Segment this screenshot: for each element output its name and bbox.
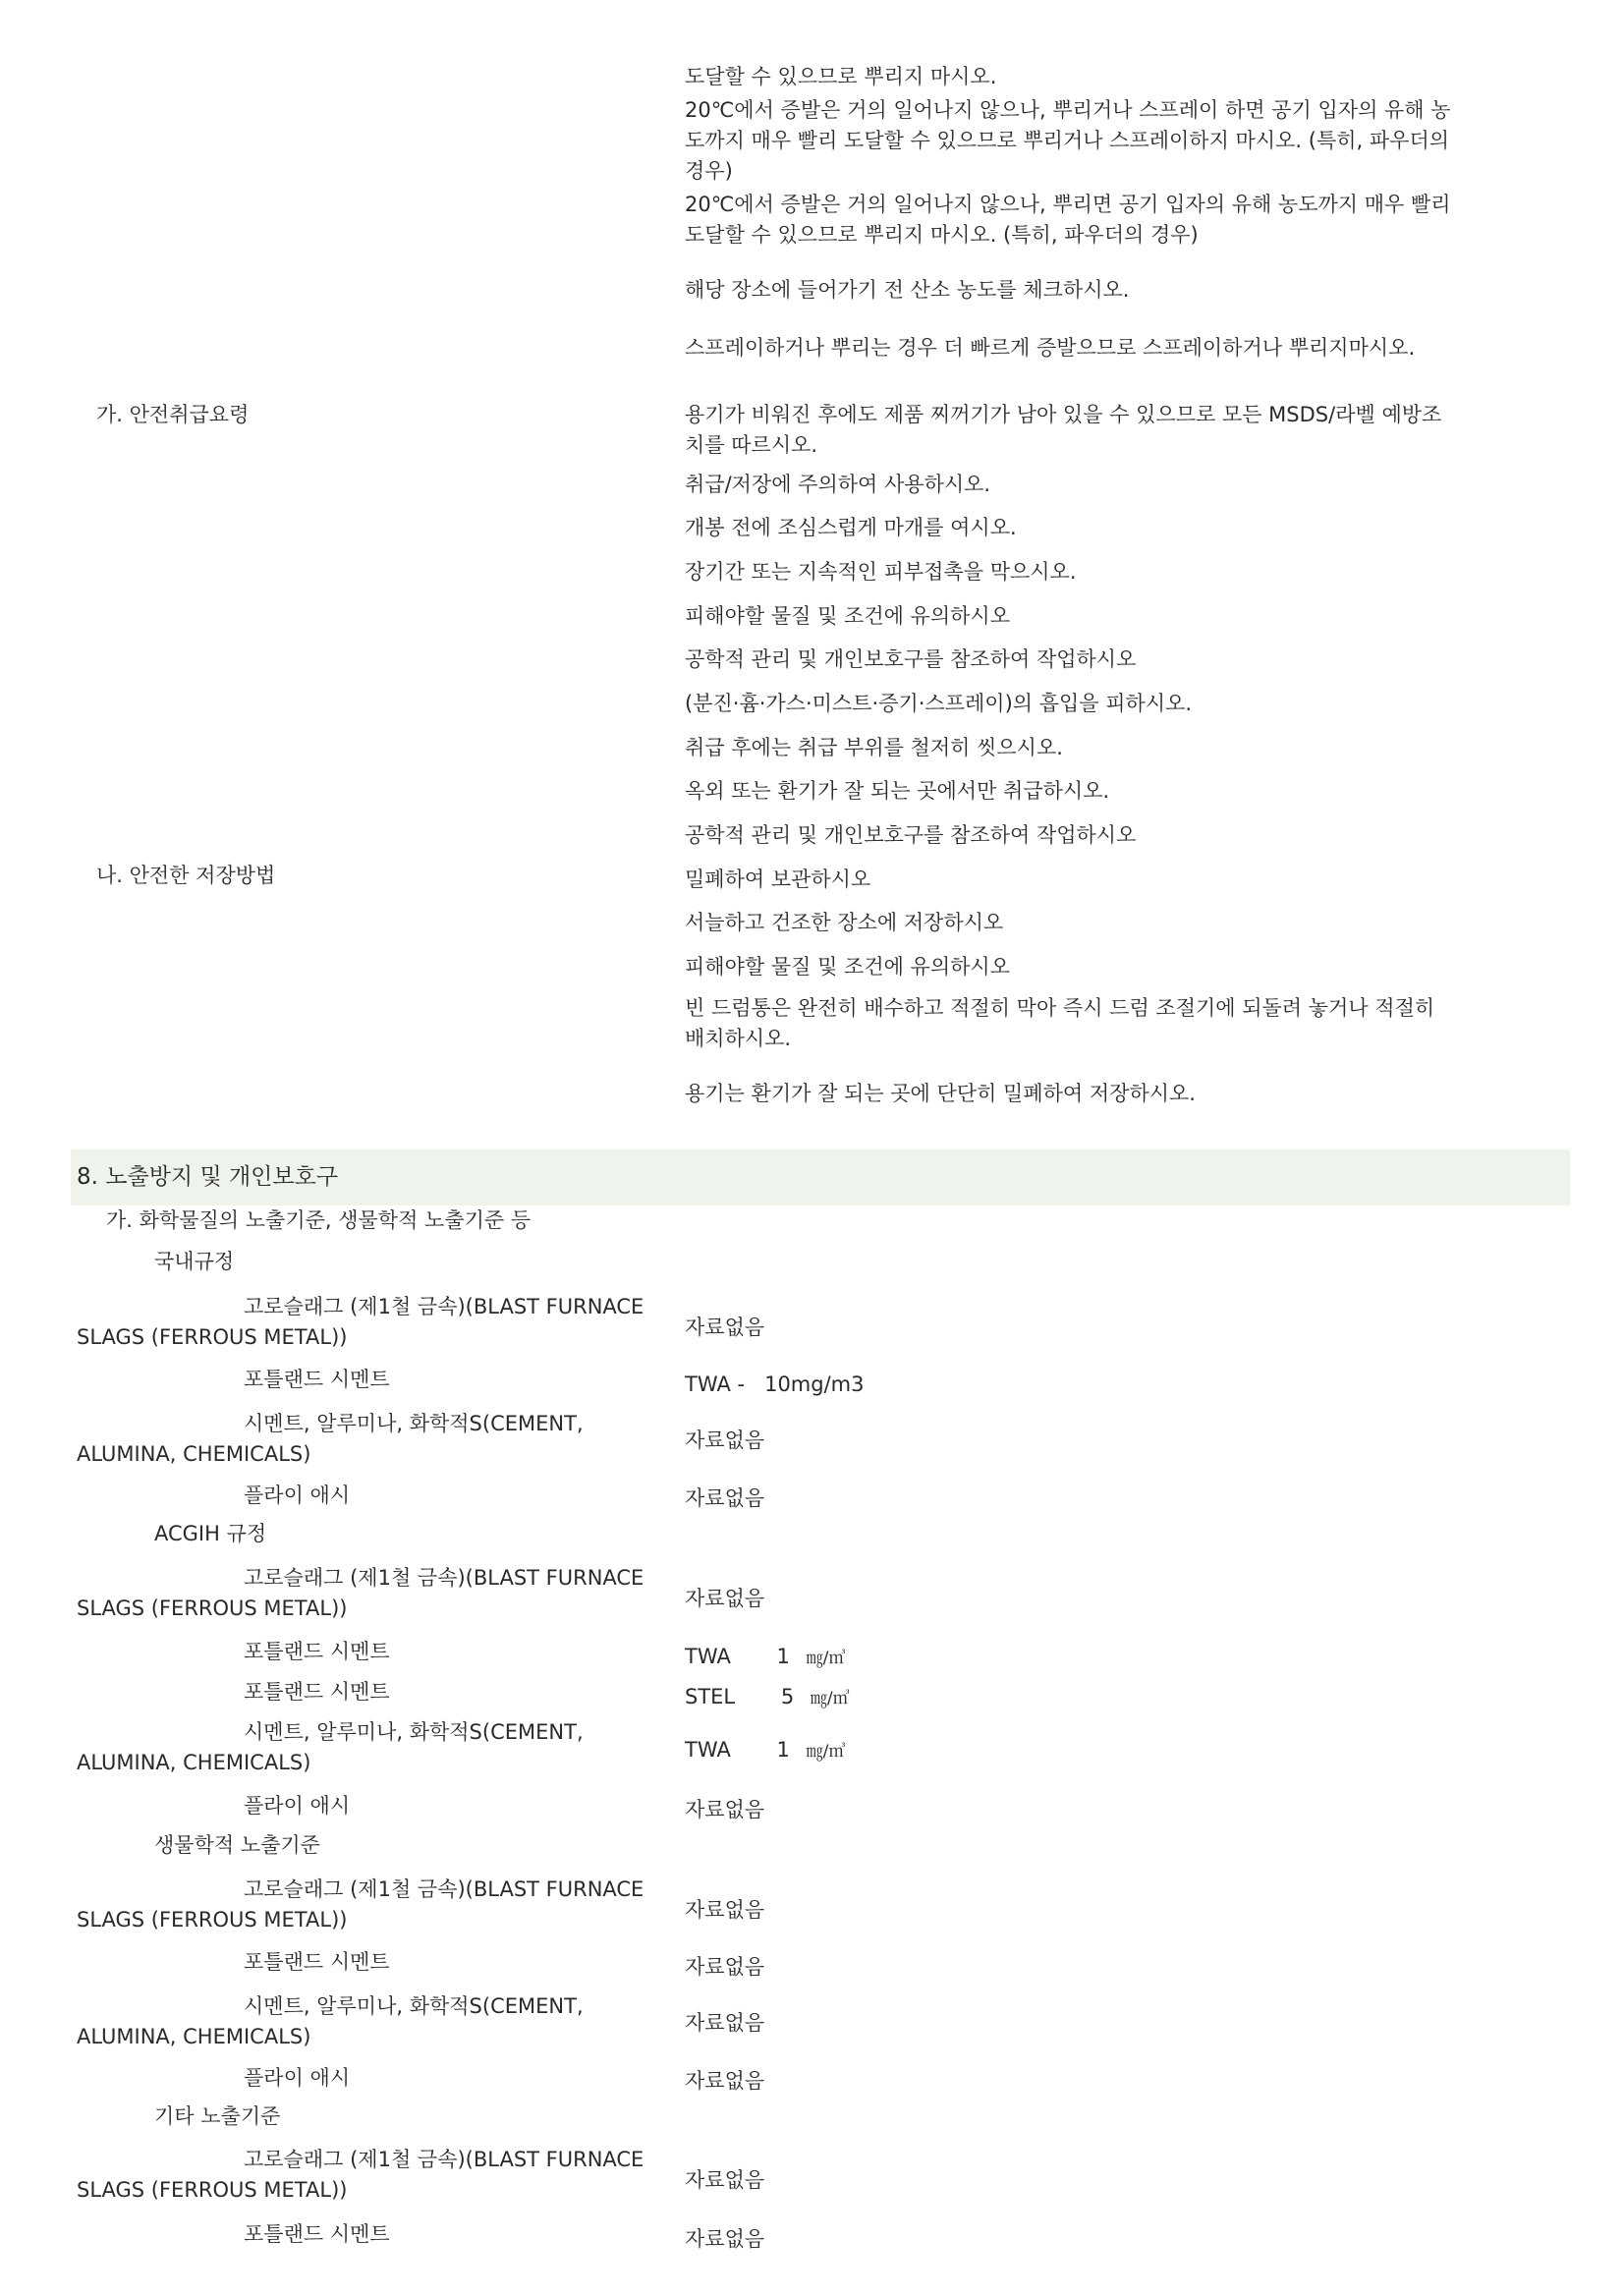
substance-name: 고로슬래그 (제1철 금속)(BLAST FURNACE bbox=[244, 1566, 644, 1590]
exposure-value: TWA - 10mg/m3 bbox=[685, 1372, 865, 1396]
exposure-value: 자료없음 bbox=[685, 1898, 765, 1922]
substance-name: 플라이 애시 bbox=[244, 1484, 351, 1507]
exposure-value: 자료없음 bbox=[685, 2069, 765, 2093]
text-line: 도까지 매우 빨리 도달할 수 있으므로 뿌리거나 스프레이하지 마시오. (특히, 파우더의 bbox=[685, 129, 1450, 152]
exposure-value: 자료없음 bbox=[685, 2168, 765, 2192]
group-label: ACGIH 규정 bbox=[154, 1522, 267, 1545]
substance-name: 시멘트, 알루미나, 화학적S(CEMENT, bbox=[244, 1412, 584, 1435]
exposure-value-text: TWA 1 bbox=[685, 1738, 790, 1762]
exposure-value: 자료없음 bbox=[685, 1587, 765, 1610]
safe-handling-label: 가. 안전취급요령 bbox=[96, 403, 250, 426]
substance-name: 포틀랜드 시멘트 bbox=[244, 1680, 390, 1704]
substance-name: 포틀랜드 시멘트 bbox=[244, 2222, 390, 2246]
substance-name: 플라이 애시 bbox=[244, 1794, 351, 1818]
exposure-value: 자료없음 bbox=[685, 1428, 765, 1452]
substance-name: 고로슬래그 (제1철 금속)(BLAST FURNACE bbox=[244, 2148, 644, 2171]
text-line: 개봉 전에 조심스럽게 마개를 여시오. bbox=[685, 516, 1017, 539]
text-line: 취급 후에는 취급 부위를 철저히 씻으시오. bbox=[685, 736, 1063, 759]
substance-name: 플라이 애시 bbox=[244, 2066, 351, 2090]
text-line: 공학적 관리 및 개인보호구를 참조하여 작업하시오 bbox=[685, 647, 1137, 671]
text-line: 용기는 환기가 잘 되는 곳에 단단히 밀폐하여 저장하시오. bbox=[685, 1082, 1196, 1105]
exposure-value: 자료없음 bbox=[685, 2227, 765, 2251]
group-label: 생물학적 노출기준 bbox=[154, 1833, 320, 1857]
section-title: 8. 노출방지 및 개인보호구 bbox=[77, 1164, 339, 1190]
exposure-value-text: TWA 1 bbox=[685, 1645, 790, 1668]
text-line: 서늘하고 건조한 장소에 저장하시오 bbox=[685, 911, 1004, 934]
substance-name: SLAGS (FERROUS METAL)) bbox=[77, 1325, 348, 1349]
substance-name: 시멘트, 알루미나, 화학적S(CEMENT, bbox=[244, 1720, 584, 1744]
exposure-value-text: STEL 5 bbox=[685, 1685, 795, 1708]
substance-name: 고로슬래그 (제1철 금속)(BLAST FURNACE bbox=[244, 1295, 644, 1318]
group-label: 국내규정 bbox=[154, 1250, 235, 1273]
exposure-value bbox=[685, 1641, 845, 1674]
exposure-value bbox=[685, 1681, 850, 1714]
safe-storage-label: 나. 안전한 저장방법 bbox=[96, 864, 276, 887]
subheading: 가. 화학물질의 노출기준, 생물학적 노출기준 등 bbox=[106, 1208, 532, 1232]
text-line: 배치하시오. bbox=[685, 1027, 792, 1050]
text-line: 20℃에서 증발은 거의 일어나지 않으나, 뿌리거나 스프레이 하면 공기 입자의 유해 농 bbox=[685, 98, 1451, 122]
text-line: 도달할 수 있으므로 뿌리지 마시오. bbox=[685, 65, 997, 88]
exposure-value: 자료없음 bbox=[685, 2011, 765, 2035]
text-line: 빈 드럼통은 완전히 배수하고 적절히 막아 즉시 드럼 조절기에 되돌려 놓거나 적절히 bbox=[685, 996, 1435, 1020]
unit-text: ㎎/㎥ bbox=[806, 1742, 846, 1762]
exposure-value: 자료없음 bbox=[685, 1955, 765, 1979]
exposure-value bbox=[685, 1734, 845, 1767]
text-line: 도달할 수 있으므로 뿌리지 마시오. (특히, 파우더의 경우) bbox=[685, 223, 1199, 247]
text-line: 경우) bbox=[685, 159, 733, 183]
exposure-value: 자료없음 bbox=[685, 1486, 765, 1510]
text-line: 밀폐하여 보관하시오 bbox=[685, 868, 871, 891]
substance-name: 포틀랜드 시멘트 bbox=[244, 1640, 390, 1663]
text-line: 피해야할 물질 및 조건에 유의하시오 bbox=[685, 604, 1010, 628]
text-line: 용기가 비워진 후에도 제품 찌꺼기가 남아 있을 수 있으므로 모든 MSDS/라벨 예방조 bbox=[685, 403, 1442, 426]
group-label: 기타 노출기준 bbox=[154, 2104, 281, 2128]
substance-name: 시멘트, 알루미나, 화학적S(CEMENT, bbox=[244, 1994, 584, 2018]
substance-name: 포틀랜드 시멘트 bbox=[244, 1368, 390, 1391]
unit-text: ㎎/㎥ bbox=[810, 1689, 850, 1708]
text-line: (분진·흄·가스·미스트·증기·스프레이)의 흡입을 피하시오. bbox=[685, 692, 1193, 715]
substance-name: SLAGS (FERROUS METAL)) bbox=[77, 2178, 348, 2202]
text-line: 해당 장소에 들어가기 전 산소 농도를 체크하시오. bbox=[685, 278, 1130, 302]
text-line: 피해야할 물질 및 조건에 유의하시오 bbox=[685, 955, 1010, 979]
unit-text: ㎎/㎥ bbox=[806, 1649, 846, 1668]
exposure-value: 자료없음 bbox=[685, 1798, 765, 1821]
substance-name: 고로슬래그 (제1철 금속)(BLAST FURNACE bbox=[244, 1877, 644, 1901]
substance-name: 포틀랜드 시멘트 bbox=[244, 1950, 390, 1974]
text-line: 장기간 또는 지속적인 피부접촉을 막으시오. bbox=[685, 560, 1077, 584]
text-line: 취급/저장에 주의하여 사용하시오. bbox=[685, 473, 991, 496]
text-line: 옥외 또는 환기가 잘 되는 곳에서만 취급하시오. bbox=[685, 779, 1110, 803]
substance-name: ALUMINA, CHEMICALS) bbox=[77, 1751, 311, 1774]
text-line: 공학적 관리 및 개인보호구를 참조하여 작업하시오 bbox=[685, 823, 1137, 847]
exposure-value: 자료없음 bbox=[685, 1316, 765, 1339]
substance-name: ALUMINA, CHEMICALS) bbox=[77, 2025, 311, 2048]
substance-name: ALUMINA, CHEMICALS) bbox=[77, 1442, 311, 1466]
substance-name: SLAGS (FERROUS METAL)) bbox=[77, 1908, 348, 1932]
text-line: 치를 따르시오. bbox=[685, 433, 818, 457]
substance-name: SLAGS (FERROUS METAL)) bbox=[77, 1596, 348, 1620]
text-line: 스프레이하거나 뿌리는 경우 더 빠르게 증발으므로 스프레이하거나 뿌리지마시오. bbox=[685, 336, 1416, 360]
text-line: 20℃에서 증발은 거의 일어나지 않으나, 뿌리면 공기 입자의 유해 농도까지 매우 빨리 bbox=[685, 193, 1451, 216]
